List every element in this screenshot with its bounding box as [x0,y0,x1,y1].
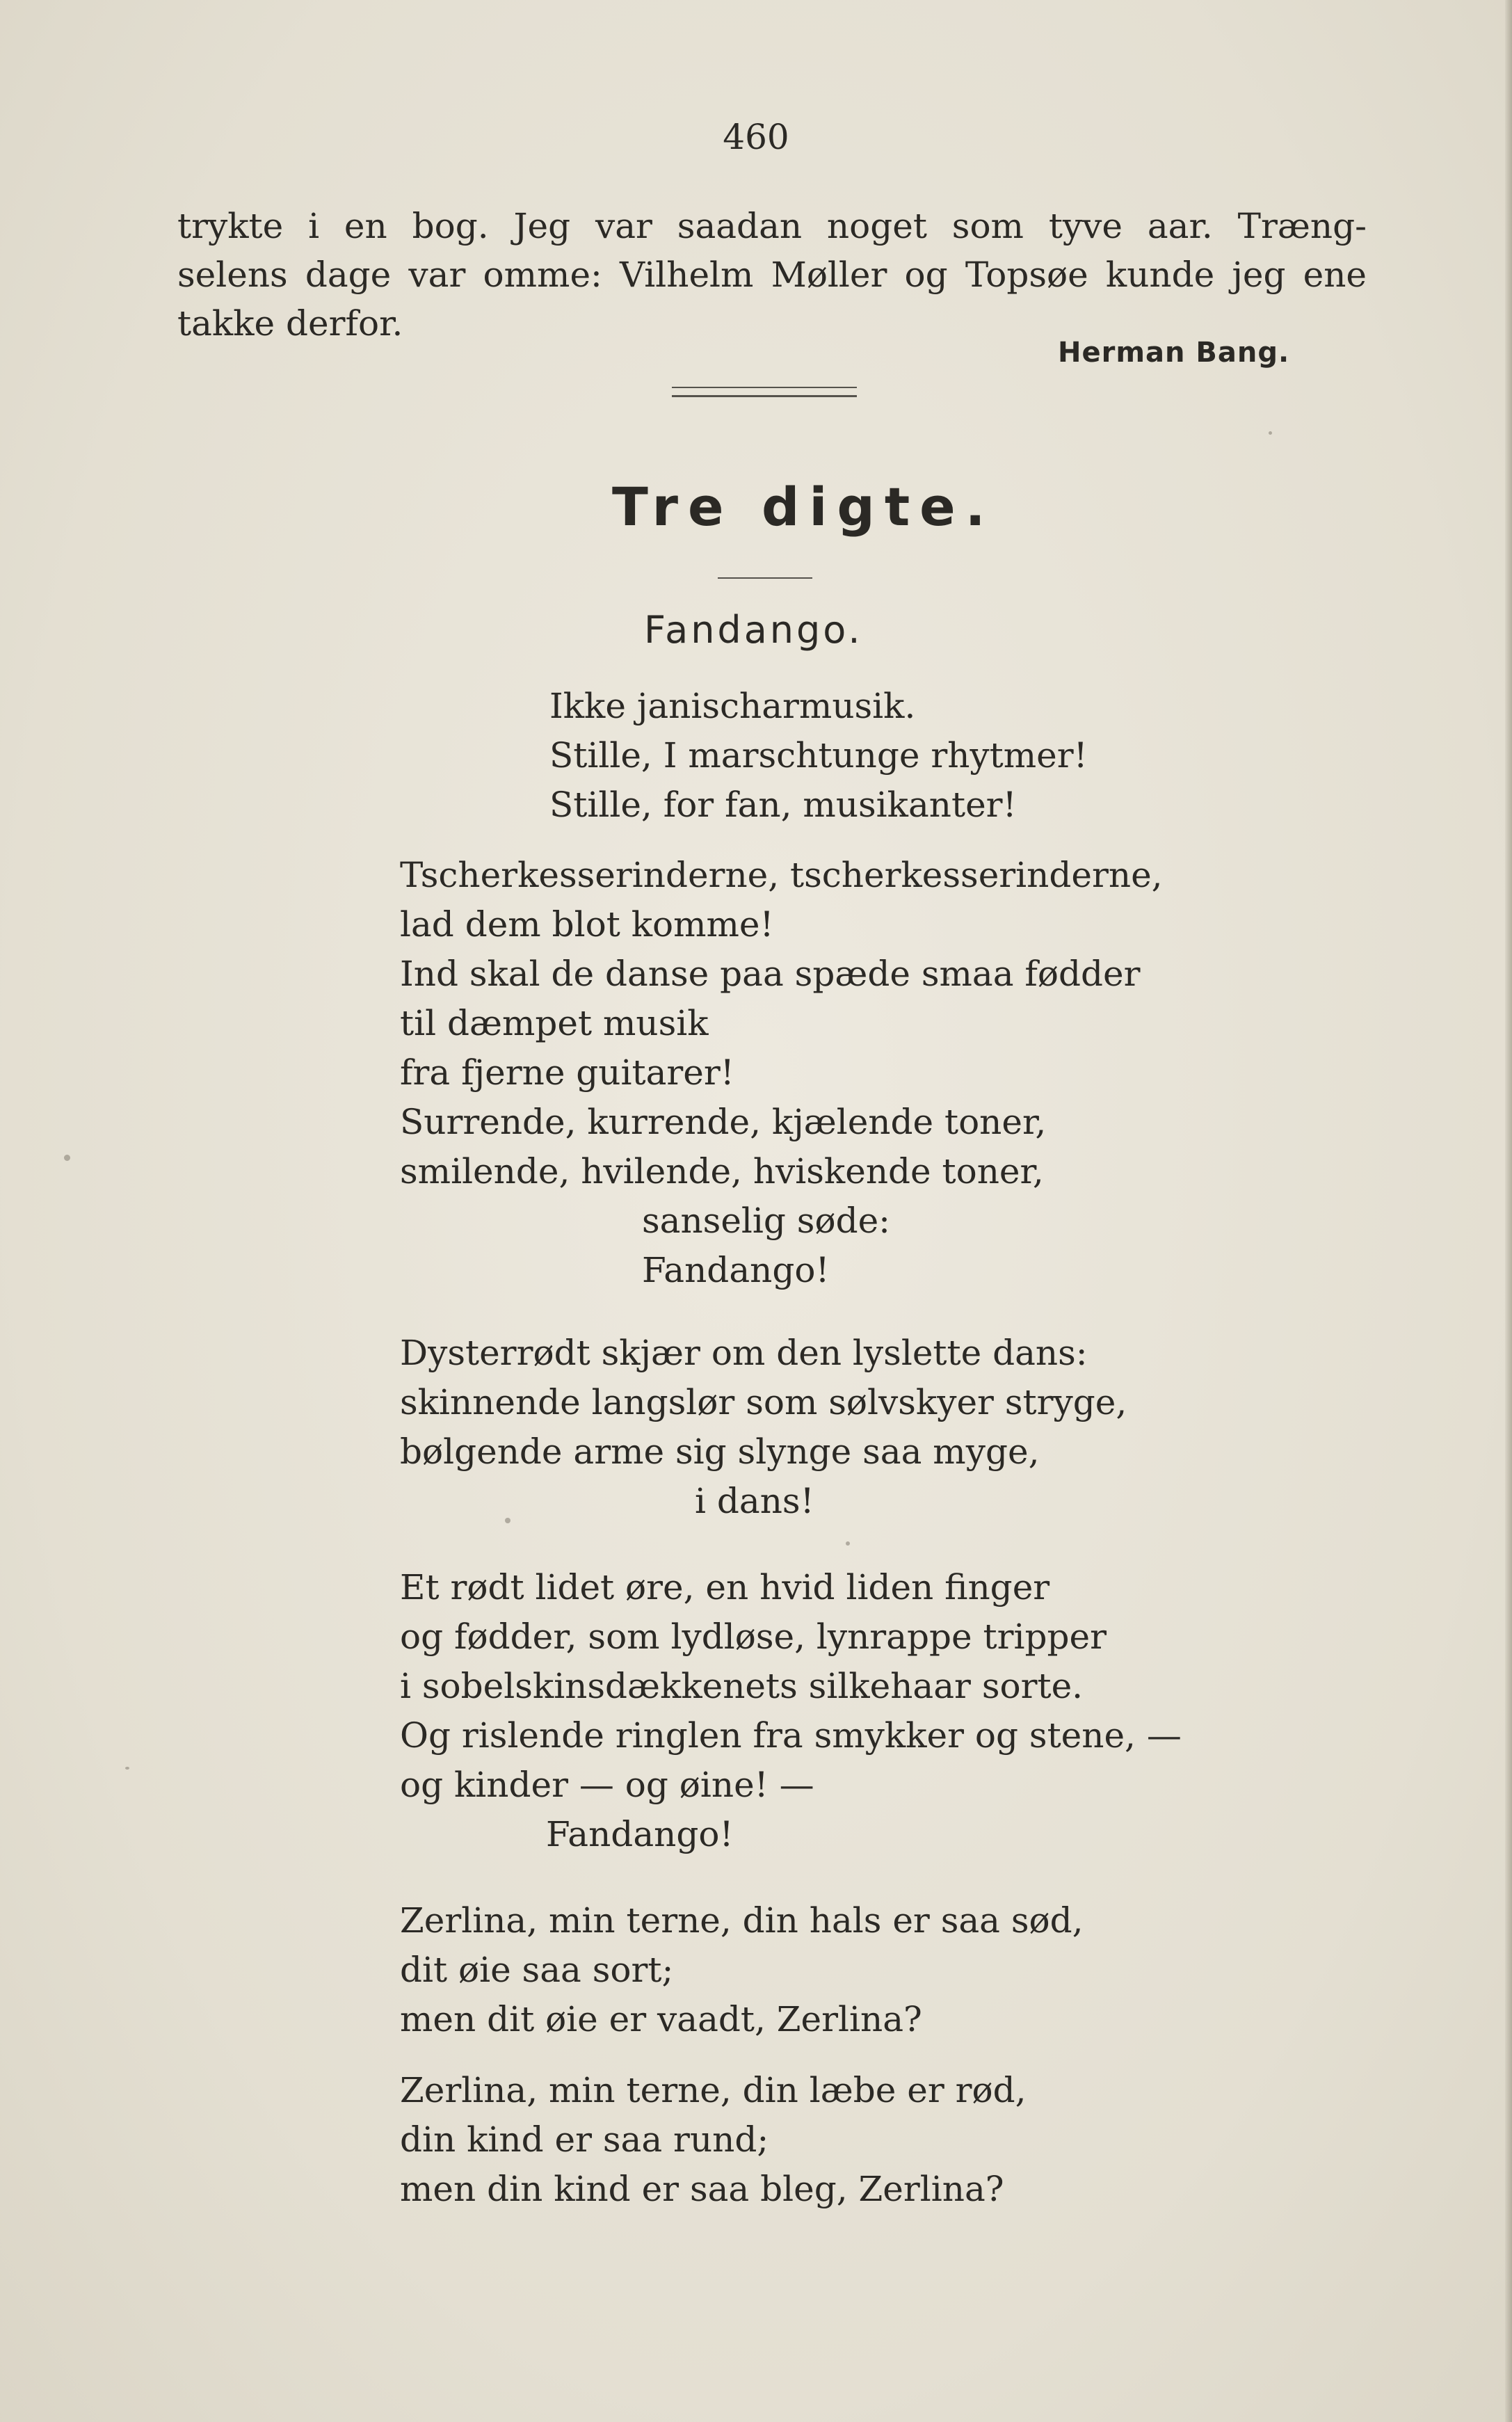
stanza-3 [400,1329,1127,1526]
prose-line: selens dage var omme: Vilhelm Møller og Topsøe kunde jeg ene [177,255,1367,295]
verse-line: Ind skal de danse paa spæde smaa fødder [400,954,1141,994]
prose-line: takke derfor. [177,303,403,344]
section-divider-top [672,387,857,388]
paper-speck [1269,431,1272,435]
verse-line-indented: Fandango! [546,1814,734,1854]
verse-line: Stille, I marschtunge rhytmer! [549,735,1088,776]
verse-line: bølgende arme sig slynge saa myge, [400,1431,1040,1472]
verse-line: skinnende langslør som sølvskyer stryge, [400,1382,1127,1422]
verse-line: Ikke janischarmusik. [549,686,916,726]
verse-line: Zerlina, min terne, din hals er saa sød, [400,1900,1084,1941]
stanza-2 [400,851,1163,1295]
verse-line: men dit øie er vaadt, Zerlina? [400,1999,922,2039]
section-title: Tre digte. [612,476,995,538]
poem-title: Fandango. [644,608,863,652]
prose-paragraph [177,202,1367,348]
section-divider-bottom [672,395,857,397]
paper-speck [64,1155,70,1161]
author-signature: Herman Bang. [1058,337,1290,369]
verse-line: Tscherkesserinderne, tscherkesserinderne, [400,855,1163,895]
paper-speck [125,1767,129,1770]
verse-line: Et rødt lidet øre, en hvid liden finger [400,1567,1050,1607]
verse-line: men din kind er saa bleg, Zerlina? [400,2169,1004,2209]
title-underline-rule [718,577,812,579]
prose-line: trykte i en bog. Jeg var saadan noget som tyve aar. Træng- [177,206,1367,246]
verse-line: Dysterrødt skjær om den lyslette dans: [400,1333,1088,1373]
verse-line: Og rislende ringlen fra smykker og stene, — [400,1715,1182,1756]
verse-line: din kind er saa rund; [400,2119,769,2160]
paper-speck [846,1541,850,1546]
verse-line-indented: i dans! [695,1481,814,1521]
verse-line: til dæmpet musik [400,1003,709,1043]
stanza-5 [400,1896,1084,2044]
page-number: 460 [723,117,789,157]
verse-line: i sobelskinsdækkenets silkehaar sorte. [400,1666,1084,1706]
verse-line: og kinder — og øine! — [400,1765,814,1805]
verse-line: Zerlina, min terne, din læbe er rød, [400,2070,1027,2110]
verse-line: og fødder, som lydløse, lynrappe tripper [400,1617,1107,1657]
stanza-6 [400,2066,1027,2214]
verse-line: fra fjerne guitarer! [400,1052,734,1093]
stanza-1 [549,682,1088,830]
verse-line: dit øie saa sort; [400,1950,674,1990]
verse-line: Stille, for fan, musikanter! [549,785,1017,825]
verse-line-indented: sanselig søde: [642,1201,891,1241]
verse-line-indented: Fandango! [642,1250,830,1290]
verse-line: Surrende, kurrende, kjælende toner, [400,1102,1047,1142]
verse-line: smilende, hvilende, hviskende toner, [400,1151,1044,1192]
stanza-4 [400,1563,1182,1859]
page-edge-shadow [1505,0,1512,2422]
verse-line: lad dem blot komme! [400,904,774,945]
